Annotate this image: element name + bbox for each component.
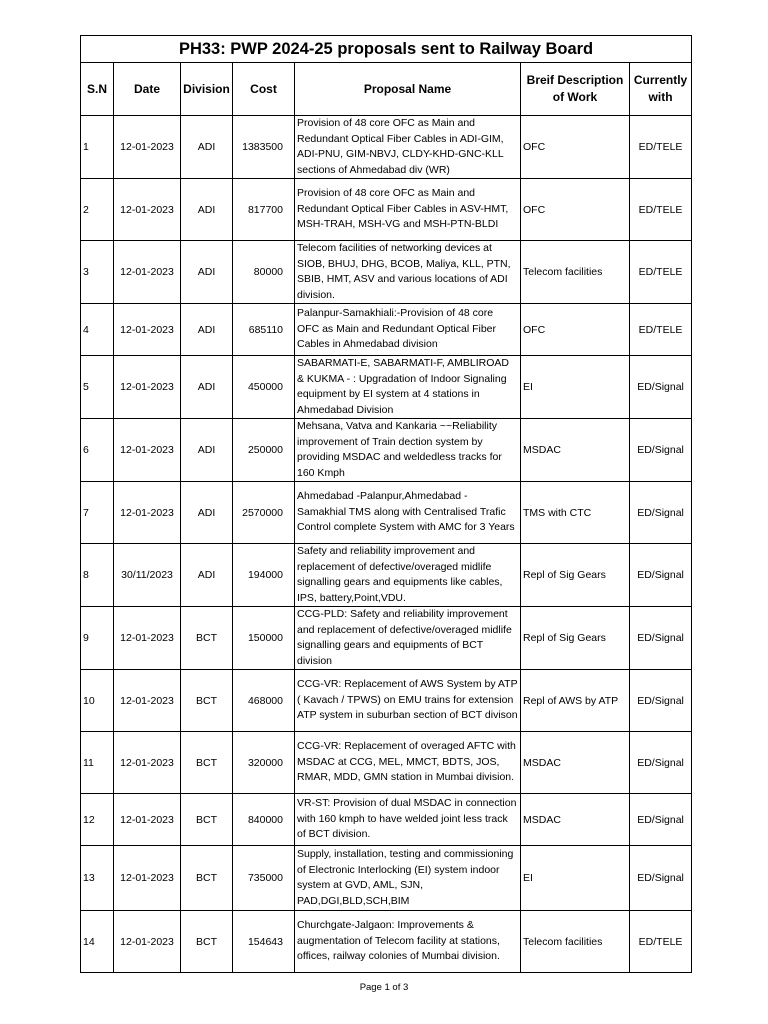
cell-currently-with: ED/Signal (630, 794, 692, 846)
cell-sn: 9 (81, 607, 114, 670)
table-row (81, 116, 692, 179)
cell-currently-with: ED/Signal (630, 846, 692, 911)
cell-brief-description: OFC (521, 116, 630, 179)
cell-brief-description: Telecom facilities (521, 241, 630, 304)
cell-proposal-name: Provision of 48 core OFC as Main and Redundant Optical Fiber Cables in ADI-GIM, ADI-PNU, GIM-NBVJ, CLDY-KHD-GNC-KLL sections of Ahmedabad div (WR) (295, 116, 521, 179)
cell-brief-description: Repl of Sig Gears (521, 607, 630, 670)
cell-proposal-name: Palanpur-Samakhiali:-Provision of 48 core OFC as Main and Redundant Optical Fiber Cables in Ahmedabad division (295, 304, 521, 356)
cell-date: 12-01-2023 (114, 179, 181, 241)
cell-brief-description: OFC (521, 304, 630, 356)
cell-cost: 154643 (233, 911, 295, 973)
cell-proposal-name: VR-ST: Provision of dual MSDAC in connection with 160 kmph to have welded joint less track of BCT division. (295, 794, 521, 846)
cell-sn: 6 (81, 419, 114, 482)
proposals-table (80, 35, 692, 973)
cell-currently-with: ED/Signal (630, 419, 692, 482)
cell-date: 12-01-2023 (114, 304, 181, 356)
table-row (81, 794, 692, 846)
cell-brief-description: OFC (521, 179, 630, 241)
cell-division: ADI (181, 116, 233, 179)
table-row (81, 419, 692, 482)
cell-currently-with: ED/TELE (630, 911, 692, 973)
cell-date: 12-01-2023 (114, 732, 181, 794)
cell-sn: 8 (81, 544, 114, 607)
cell-sn: 12 (81, 794, 114, 846)
cell-date: 12-01-2023 (114, 846, 181, 911)
table-row (81, 911, 692, 973)
cell-date: 12-01-2023 (114, 607, 181, 670)
cell-cost: 194000 (233, 544, 295, 607)
page-title: PH33: PWP 2024-25 proposals sent to Railway Board (81, 36, 692, 63)
cell-date: 12-01-2023 (114, 356, 181, 419)
cell-brief-description: MSDAC (521, 794, 630, 846)
cell-currently-with: ED/Signal (630, 544, 692, 607)
header-row (81, 63, 692, 116)
cell-sn: 5 (81, 356, 114, 419)
cell-division: ADI (181, 419, 233, 482)
cell-brief-description: Repl of AWS by ATP (521, 670, 630, 732)
cell-division: ADI (181, 544, 233, 607)
table-row (81, 241, 692, 304)
table-row (81, 179, 692, 241)
cell-division: BCT (181, 846, 233, 911)
header-cost: Cost (233, 63, 295, 116)
cell-proposal-name: Supply, installation, testing and commissioning of Electronic Interlocking (EI) system indoor system at GVD, AML, SJN, PAD,DGI,BLD,SCH,BIM (295, 846, 521, 911)
header-brief-line2: of Work (552, 90, 598, 104)
cell-brief-description: TMS with CTC (521, 482, 630, 544)
header-sn: S.N (81, 63, 114, 116)
cell-date: 30/11/2023 (114, 544, 181, 607)
cell-brief-description: EI (521, 846, 630, 911)
cell-date: 12-01-2023 (114, 670, 181, 732)
page-footer: Page 1 of 3 (359, 982, 409, 993)
cell-currently-with: ED/TELE (630, 304, 692, 356)
cell-currently-with: ED/TELE (630, 116, 692, 179)
cell-cost: 817700 (233, 179, 295, 241)
cell-sn: 2 (81, 179, 114, 241)
cell-brief-description: EI (521, 356, 630, 419)
cell-proposal-name: Provision of 48 core OFC as Main and Redundant Optical Fiber Cables in ASV-HMT, MSH-TRAH, MSH-VG and MSH-PTN-BLDI (295, 179, 521, 241)
table-row (81, 846, 692, 911)
table-row (81, 304, 692, 356)
cell-cost: 150000 (233, 607, 295, 670)
cell-currently-with: ED/Signal (630, 607, 692, 670)
cell-date: 12-01-2023 (114, 482, 181, 544)
cell-cost: 450000 (233, 356, 295, 419)
cell-currently-with: ED/Signal (630, 670, 692, 732)
table-row (81, 607, 692, 670)
cell-sn: 10 (81, 670, 114, 732)
cell-cost: 685110 (233, 304, 295, 356)
header-proposal-name: Proposal Name (295, 63, 521, 116)
cell-proposal-name: CCG-VR: Replacement of AWS System by ATP ( Kavach / TPWS) on EMU trains for extension ATP system in suburban section of BCT divison (295, 670, 521, 732)
cell-currently-with: ED/Signal (630, 482, 692, 544)
table-row (81, 670, 692, 732)
cell-currently-with: ED/TELE (630, 179, 692, 241)
cell-sn: 7 (81, 482, 114, 544)
cell-division: ADI (181, 482, 233, 544)
cell-brief-description: MSDAC (521, 419, 630, 482)
header-currently-line1: Currently (633, 73, 688, 87)
table-row (81, 544, 692, 607)
cell-cost: 250000 (233, 419, 295, 482)
header-division: Division (181, 63, 233, 116)
cell-proposal-name: Telecom facilities of networking devices at SIOB, BHUJ, DHG, BCOB, Maliya, KLL, PTN, SBIB, HMT, ASV and various locations of ADI division. (295, 241, 521, 304)
cell-currently-with: ED/Signal (630, 356, 692, 419)
cell-division: ADI (181, 241, 233, 304)
cell-proposal-name: CCG-VR: Replacement of overaged AFTC with MSDAC at CCG, MEL, MMCT, BDTS, JOS, RMAR, MDD, GMN station in Mumbai division. (295, 732, 521, 794)
cell-proposal-name: Ahmedabad -Palanpur,Ahmedabad - Samakhial TMS along with Centralised Trafic Control complete System with AMC for 3 Years (295, 482, 521, 544)
cell-division: BCT (181, 732, 233, 794)
header-currently-with (630, 63, 692, 116)
cell-cost: 468000 (233, 670, 295, 732)
cell-date: 12-01-2023 (114, 911, 181, 973)
cell-sn: 14 (81, 911, 114, 973)
table-row (81, 732, 692, 794)
header-brief-line1: Breif Description (526, 73, 624, 87)
cell-sn: 1 (81, 116, 114, 179)
cell-proposal-name: Churchgate-Jalgaon: Improvements & augmentation of Telecom facility at stations, offices, railway colonies of Mumbai division. (295, 911, 521, 973)
cell-currently-with: ED/TELE (630, 241, 692, 304)
cell-proposal-name: CCG-PLD: Safety and reliability improvement and replacement of defective/overaged midlife signalling gears and equipments of BCT division (295, 607, 521, 670)
cell-division: BCT (181, 670, 233, 732)
cell-date: 12-01-2023 (114, 116, 181, 179)
cell-brief-description: Repl of Sig Gears (521, 544, 630, 607)
cell-proposal-name: Mehsana, Vatva and Kankaria ~~Reliability improvement of Train dection system by providing MSDAC and weldedless tracks for 160 Kmph (295, 419, 521, 482)
cell-brief-description: MSDAC (521, 732, 630, 794)
cell-proposal-name: Safety and reliability improvement and replacement of defective/overaged midlife signalling gears and equipments like cables, IPS, battery,Point,VDU. (295, 544, 521, 607)
table-row (81, 356, 692, 419)
cell-cost: 735000 (233, 846, 295, 911)
header-currently-line2: with (648, 90, 673, 104)
cell-date: 12-01-2023 (114, 419, 181, 482)
cell-sn: 3 (81, 241, 114, 304)
cell-cost: 80000 (233, 241, 295, 304)
cell-division: BCT (181, 607, 233, 670)
cell-sn: 4 (81, 304, 114, 356)
cell-cost: 840000 (233, 794, 295, 846)
table-row (81, 482, 692, 544)
cell-cost: 320000 (233, 732, 295, 794)
cell-currently-with: ED/Signal (630, 732, 692, 794)
cell-sn: 11 (81, 732, 114, 794)
cell-cost: 1383500 (233, 116, 295, 179)
cell-date: 12-01-2023 (114, 794, 181, 846)
cell-division: BCT (181, 911, 233, 973)
cell-proposal-name: SABARMATI-E, SABARMATI-F, AMBLIROAD & KUKMA - : Upgradation of Indoor Signaling equipment by EI system at 4 stations in Ahmedabad Division (295, 356, 521, 419)
cell-sn: 13 (81, 846, 114, 911)
cell-date: 12-01-2023 (114, 241, 181, 304)
cell-division: ADI (181, 356, 233, 419)
cell-division: ADI (181, 179, 233, 241)
header-date: Date (114, 63, 181, 116)
cell-cost: 2570000 (233, 482, 295, 544)
cell-division: ADI (181, 304, 233, 356)
cell-brief-description: Telecom facilities (521, 911, 630, 973)
cell-division: BCT (181, 794, 233, 846)
header-brief-description (521, 63, 630, 116)
